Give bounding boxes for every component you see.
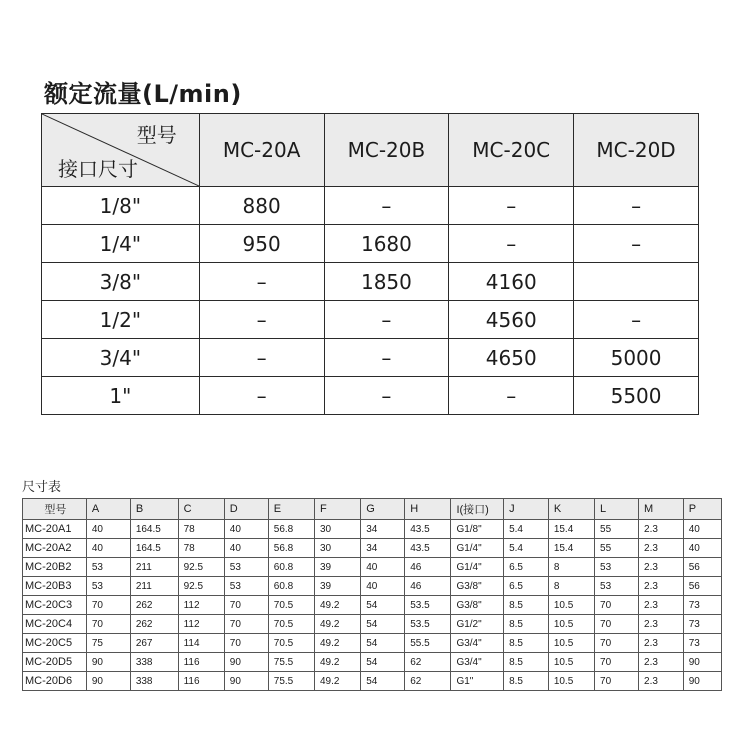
flow-value-cell: 5000 bbox=[574, 339, 699, 377]
dimension-value-cell: G3/4" bbox=[451, 653, 504, 672]
model-header: MC-20D bbox=[574, 114, 699, 187]
dimension-value-cell: 73 bbox=[683, 615, 721, 634]
dimension-value-cell: G1/8" bbox=[451, 520, 504, 539]
dimension-row bbox=[23, 653, 722, 672]
dimension-value-cell: 10.5 bbox=[548, 596, 594, 615]
dimension-value-cell: 10.5 bbox=[548, 615, 594, 634]
dimension-value-cell: 8.5 bbox=[504, 596, 549, 615]
dimension-value-cell: 70 bbox=[595, 653, 639, 672]
dimension-value-cell: 6.5 bbox=[504, 558, 549, 577]
dimension-value-cell: 43.5 bbox=[405, 539, 451, 558]
dimension-value-cell: 40 bbox=[683, 520, 721, 539]
dimension-value-cell: 54 bbox=[361, 596, 405, 615]
dimension-value-cell: 54 bbox=[361, 634, 405, 653]
dimension-value-cell: 2.3 bbox=[639, 596, 684, 615]
dimension-value-cell: 40 bbox=[224, 520, 268, 539]
dimension-value-cell: G3/4" bbox=[451, 634, 504, 653]
dimension-value-cell: 6.5 bbox=[504, 577, 549, 596]
dimension-value-cell: 70 bbox=[595, 672, 639, 691]
dimension-value-cell: G3/8" bbox=[451, 577, 504, 596]
dimension-value-cell: 30 bbox=[315, 520, 361, 539]
dimension-value-cell: 54 bbox=[361, 672, 405, 691]
model-cell: MC-20D6 bbox=[23, 672, 87, 691]
corner-label-port-size: 接口尺寸 bbox=[58, 157, 138, 181]
flow-value-cell: 4650 bbox=[449, 339, 574, 377]
dimension-row bbox=[23, 558, 722, 577]
dimension-row bbox=[23, 615, 722, 634]
flow-header-row bbox=[42, 114, 699, 187]
dimension-value-cell: 34 bbox=[361, 520, 405, 539]
dimension-value-cell: 90 bbox=[683, 672, 721, 691]
dimension-value-cell: 46 bbox=[405, 577, 451, 596]
flow-value-cell: – bbox=[574, 301, 699, 339]
dimension-value-cell: 8.5 bbox=[504, 615, 549, 634]
model-header: MC-20A bbox=[199, 114, 324, 187]
flow-row bbox=[42, 225, 699, 263]
dimension-header-cell: A bbox=[86, 499, 130, 520]
dimension-row bbox=[23, 672, 722, 691]
dimension-row bbox=[23, 520, 722, 539]
dimension-value-cell: 338 bbox=[130, 653, 178, 672]
flow-value-cell: – bbox=[324, 339, 449, 377]
dimension-header-cell: M bbox=[639, 499, 684, 520]
flow-value-cell: – bbox=[324, 301, 449, 339]
dimension-value-cell: 2.3 bbox=[639, 615, 684, 634]
dimension-value-cell: 40 bbox=[86, 520, 130, 539]
dimension-value-cell: 39 bbox=[315, 577, 361, 596]
corner-label-model: 型号 bbox=[136, 123, 177, 147]
dimension-value-cell: 2.3 bbox=[639, 558, 684, 577]
dimension-value-cell: 46 bbox=[405, 558, 451, 577]
flow-value-cell: 4560 bbox=[449, 301, 574, 339]
dimension-value-cell: 60.8 bbox=[268, 577, 314, 596]
dimension-header-row bbox=[23, 499, 722, 520]
flow-rate-table bbox=[41, 113, 699, 415]
dimension-value-cell: 8.5 bbox=[504, 672, 549, 691]
flow-value-cell: – bbox=[574, 187, 699, 225]
dimension-value-cell: 116 bbox=[178, 653, 224, 672]
dimension-value-cell: 114 bbox=[178, 634, 224, 653]
dimension-header-cell: J bbox=[504, 499, 549, 520]
flow-value-cell: – bbox=[449, 377, 574, 415]
dimension-header-cell: L bbox=[595, 499, 639, 520]
dimension-value-cell: G1/4" bbox=[451, 539, 504, 558]
dimension-value-cell: G1/2" bbox=[451, 615, 504, 634]
dimension-row bbox=[23, 539, 722, 558]
dimension-value-cell: 75.5 bbox=[268, 672, 314, 691]
dimension-value-cell: 49.2 bbox=[315, 596, 361, 615]
flow-row bbox=[42, 301, 699, 339]
dimension-value-cell: 5.4 bbox=[504, 539, 549, 558]
dimension-value-cell: 53.5 bbox=[405, 615, 451, 634]
dimension-value-cell: 70 bbox=[86, 596, 130, 615]
dimension-header-cell: I(接口) bbox=[451, 499, 504, 520]
dimension-header-cell: P bbox=[683, 499, 721, 520]
dimension-value-cell: 49.2 bbox=[315, 672, 361, 691]
model-cell: MC-20A1 bbox=[23, 520, 87, 539]
port-size-cell: 1/2" bbox=[42, 301, 200, 339]
dimension-value-cell: 62 bbox=[405, 653, 451, 672]
dimension-header-cell: K bbox=[548, 499, 594, 520]
dimension-value-cell: 56.8 bbox=[268, 539, 314, 558]
flow-value-cell: 1680 bbox=[324, 225, 449, 263]
flow-value-cell bbox=[574, 263, 699, 301]
dimension-value-cell: 10.5 bbox=[548, 653, 594, 672]
model-header: MC-20B bbox=[324, 114, 449, 187]
dimension-value-cell: 10.5 bbox=[548, 672, 594, 691]
dimension-value-cell: 8.5 bbox=[504, 634, 549, 653]
model-header: MC-20C bbox=[449, 114, 574, 187]
dimension-value-cell: 30 bbox=[315, 539, 361, 558]
dimension-value-cell: 78 bbox=[178, 520, 224, 539]
dimension-value-cell: 43.5 bbox=[405, 520, 451, 539]
dimension-value-cell: 53 bbox=[86, 558, 130, 577]
dimension-value-cell: 90 bbox=[86, 672, 130, 691]
dimension-value-cell: 73 bbox=[683, 596, 721, 615]
flow-row bbox=[42, 377, 699, 415]
dimension-value-cell: 2.3 bbox=[639, 539, 684, 558]
port-size-cell: 3/4" bbox=[42, 339, 200, 377]
dimension-value-cell: 92.5 bbox=[178, 558, 224, 577]
model-cell: MC-20D5 bbox=[23, 653, 87, 672]
dimension-value-cell: 70 bbox=[86, 615, 130, 634]
dimension-value-cell: 56 bbox=[683, 558, 721, 577]
dimension-value-cell: 53 bbox=[224, 558, 268, 577]
dimension-value-cell: 49.2 bbox=[315, 634, 361, 653]
dimension-value-cell: 338 bbox=[130, 672, 178, 691]
dimension-value-cell: 267 bbox=[130, 634, 178, 653]
dimension-value-cell: 2.3 bbox=[639, 672, 684, 691]
dimension-value-cell: 2.3 bbox=[639, 634, 684, 653]
port-size-cell: 1/4" bbox=[42, 225, 200, 263]
dimension-value-cell: 40 bbox=[224, 539, 268, 558]
dimension-value-cell: G3/8" bbox=[451, 596, 504, 615]
flow-value-cell: – bbox=[574, 225, 699, 263]
dimension-value-cell: 8 bbox=[548, 558, 594, 577]
dimension-value-cell: 15.4 bbox=[548, 520, 594, 539]
dimension-value-cell: 262 bbox=[130, 596, 178, 615]
dimension-value-cell: 90 bbox=[224, 653, 268, 672]
dimension-value-cell: 54 bbox=[361, 615, 405, 634]
dimension-header-cell: B bbox=[130, 499, 178, 520]
dimension-value-cell: 55 bbox=[595, 520, 639, 539]
dimension-value-cell: 5.4 bbox=[504, 520, 549, 539]
dimension-value-cell: 10.5 bbox=[548, 634, 594, 653]
dimension-value-cell: 262 bbox=[130, 615, 178, 634]
dimension-row bbox=[23, 634, 722, 653]
dimension-value-cell: 40 bbox=[683, 539, 721, 558]
flow-value-cell: 880 bbox=[199, 187, 324, 225]
dimension-value-cell: 56 bbox=[683, 577, 721, 596]
dimension-value-cell: 39 bbox=[315, 558, 361, 577]
dimension-value-cell: 70 bbox=[224, 615, 268, 634]
flow-value-cell: 1850 bbox=[324, 263, 449, 301]
dimension-value-cell: 78 bbox=[178, 539, 224, 558]
dimension-value-cell: 112 bbox=[178, 615, 224, 634]
dimension-value-cell: 8.5 bbox=[504, 653, 549, 672]
corner-header-cell bbox=[42, 114, 200, 187]
dimension-value-cell: 49.2 bbox=[315, 615, 361, 634]
dimension-value-cell: 54 bbox=[361, 653, 405, 672]
dimension-value-cell: 70 bbox=[224, 596, 268, 615]
flow-row bbox=[42, 263, 699, 301]
dimension-value-cell: 34 bbox=[361, 539, 405, 558]
dimension-value-cell: 53 bbox=[86, 577, 130, 596]
dimension-value-cell: 53 bbox=[224, 577, 268, 596]
dimension-value-cell: 60.8 bbox=[268, 558, 314, 577]
dimension-row bbox=[23, 577, 722, 596]
dimension-table bbox=[22, 498, 722, 691]
dimension-value-cell: 116 bbox=[178, 672, 224, 691]
dimension-header-cell: C bbox=[178, 499, 224, 520]
model-cell: MC-20C5 bbox=[23, 634, 87, 653]
dimension-value-cell: 49.2 bbox=[315, 653, 361, 672]
dimension-value-cell: 55.5 bbox=[405, 634, 451, 653]
dimension-value-cell: 70 bbox=[595, 615, 639, 634]
dimension-header-cell: G bbox=[361, 499, 405, 520]
flow-value-cell: – bbox=[199, 339, 324, 377]
dimension-value-cell: 62 bbox=[405, 672, 451, 691]
model-cell: MC-20B3 bbox=[23, 577, 87, 596]
dimension-value-cell: 15.4 bbox=[548, 539, 594, 558]
dimension-value-cell: 70 bbox=[595, 634, 639, 653]
flow-value-cell: – bbox=[199, 301, 324, 339]
dimension-value-cell: 70.5 bbox=[268, 634, 314, 653]
dimension-value-cell: 211 bbox=[130, 577, 178, 596]
dimension-value-cell: 53 bbox=[595, 558, 639, 577]
dimension-value-cell: 55 bbox=[595, 539, 639, 558]
dimension-header-cell: 型号 bbox=[23, 499, 87, 520]
dimension-value-cell: 2.3 bbox=[639, 653, 684, 672]
dimension-value-cell: 56.8 bbox=[268, 520, 314, 539]
dimension-value-cell: 75 bbox=[86, 634, 130, 653]
dimension-header-cell: E bbox=[268, 499, 314, 520]
dimension-table-title: 尺寸表 bbox=[22, 480, 62, 495]
dimension-value-cell: 40 bbox=[361, 558, 405, 577]
dimension-row bbox=[23, 596, 722, 615]
flow-row bbox=[42, 339, 699, 377]
flow-value-cell: 4160 bbox=[449, 263, 574, 301]
dimension-value-cell: 70.5 bbox=[268, 596, 314, 615]
model-cell: MC-20B2 bbox=[23, 558, 87, 577]
flow-value-cell: – bbox=[324, 377, 449, 415]
flow-title: 额定流量(L/min) bbox=[44, 80, 242, 108]
dimension-header-cell: D bbox=[224, 499, 268, 520]
dimension-value-cell: 2.3 bbox=[639, 520, 684, 539]
flow-value-cell: – bbox=[199, 263, 324, 301]
dimension-value-cell: 75.5 bbox=[268, 653, 314, 672]
dimension-value-cell: 8 bbox=[548, 577, 594, 596]
port-size-cell: 1" bbox=[42, 377, 200, 415]
dimension-value-cell: 70.5 bbox=[268, 615, 314, 634]
model-cell: MC-20C3 bbox=[23, 596, 87, 615]
dimension-value-cell: 70 bbox=[595, 596, 639, 615]
dimension-value-cell: 40 bbox=[86, 539, 130, 558]
dimension-value-cell: 53 bbox=[595, 577, 639, 596]
dimension-value-cell: 92.5 bbox=[178, 577, 224, 596]
dimension-value-cell: 112 bbox=[178, 596, 224, 615]
flow-value-cell: 5500 bbox=[574, 377, 699, 415]
dimension-value-cell: G1" bbox=[451, 672, 504, 691]
model-cell: MC-20A2 bbox=[23, 539, 87, 558]
dimension-value-cell: 90 bbox=[683, 653, 721, 672]
dimension-value-cell: 164.5 bbox=[130, 520, 178, 539]
dimension-value-cell: 164.5 bbox=[130, 539, 178, 558]
dimension-value-cell: G1/4" bbox=[451, 558, 504, 577]
dimension-value-cell: 90 bbox=[86, 653, 130, 672]
dimension-value-cell: 53.5 bbox=[405, 596, 451, 615]
dimension-header-cell: F bbox=[315, 499, 361, 520]
dimension-value-cell: 90 bbox=[224, 672, 268, 691]
model-cell: MC-20C4 bbox=[23, 615, 87, 634]
flow-value-cell: – bbox=[449, 225, 574, 263]
dimension-header-cell: H bbox=[405, 499, 451, 520]
dimension-value-cell: 40 bbox=[361, 577, 405, 596]
port-size-cell: 1/8" bbox=[42, 187, 200, 225]
port-size-cell: 3/8" bbox=[42, 263, 200, 301]
flow-value-cell: 950 bbox=[199, 225, 324, 263]
flow-value-cell: – bbox=[199, 377, 324, 415]
dimension-value-cell: 211 bbox=[130, 558, 178, 577]
dimension-value-cell: 2.3 bbox=[639, 577, 684, 596]
flow-value-cell: – bbox=[324, 187, 449, 225]
flow-value-cell: – bbox=[449, 187, 574, 225]
flow-row bbox=[42, 187, 699, 225]
dimension-value-cell: 70 bbox=[224, 634, 268, 653]
dimension-value-cell: 73 bbox=[683, 634, 721, 653]
